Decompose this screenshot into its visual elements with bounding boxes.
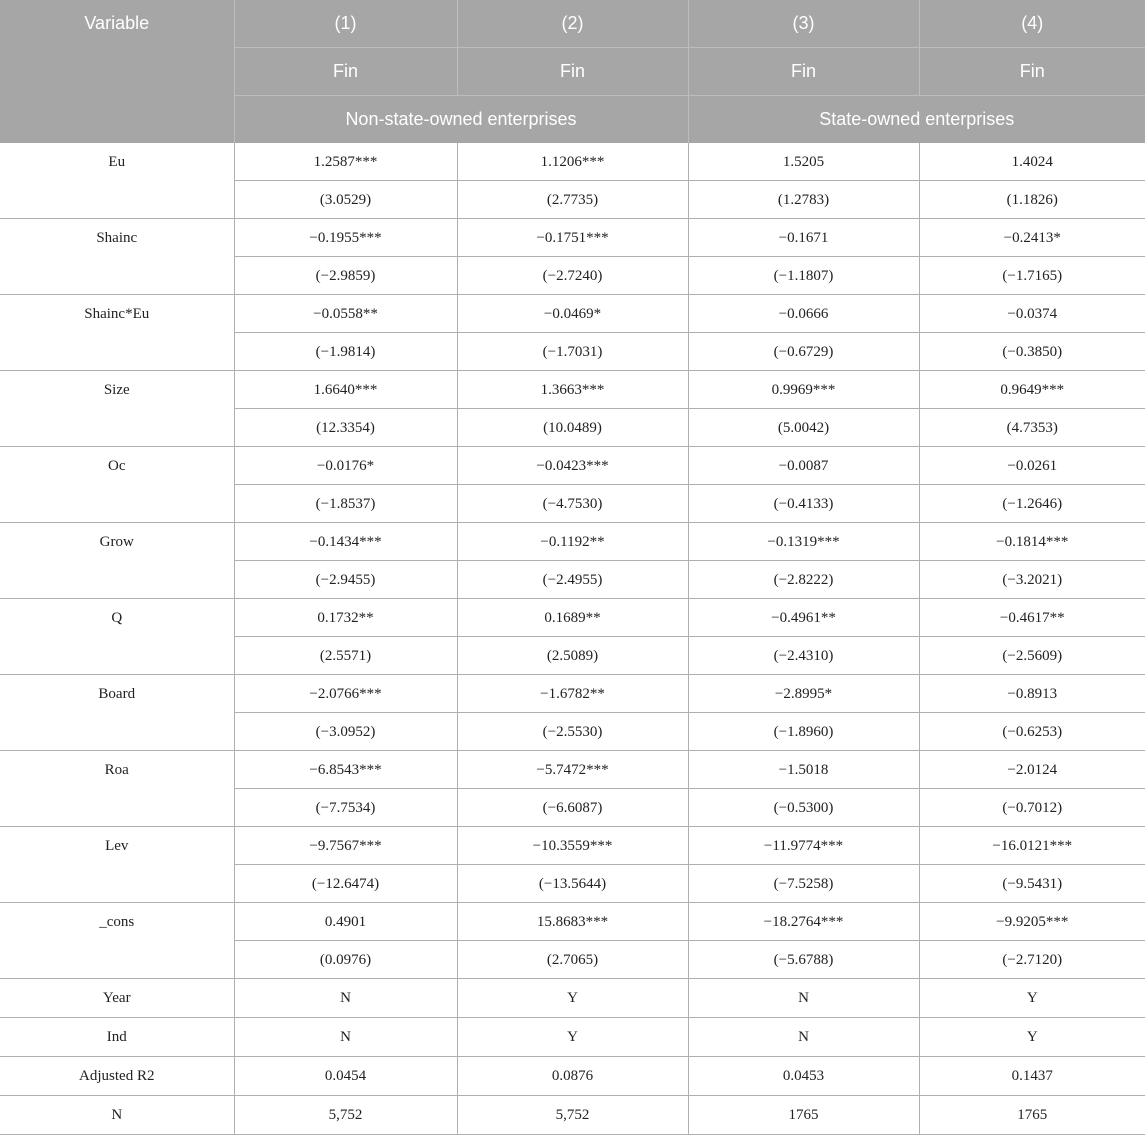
variable-name: Roa bbox=[0, 751, 234, 827]
table-header bbox=[0, 0, 1145, 143]
coefficient-cell: −0.0374 bbox=[919, 295, 1145, 333]
coefficient-cell: 1.6640*** bbox=[234, 371, 457, 409]
t-statistic-cell: (−2.8222) bbox=[688, 561, 919, 599]
table-row bbox=[0, 1057, 1145, 1096]
coefficient-cell: −5.7472*** bbox=[457, 751, 688, 789]
coefficient-cell: −0.4617** bbox=[919, 599, 1145, 637]
value-cell: 5,752 bbox=[457, 1096, 688, 1135]
t-statistic-cell: (−1.8537) bbox=[234, 485, 457, 523]
t-statistic-cell: (−1.8960) bbox=[688, 713, 919, 751]
t-statistic-cell: (−0.6729) bbox=[688, 333, 919, 371]
t-statistic-cell: (2.5571) bbox=[234, 637, 457, 675]
coefficient-cell: 1.5205 bbox=[688, 143, 919, 181]
t-statistic-cell: (−2.4955) bbox=[457, 561, 688, 599]
t-statistic-cell: (2.7065) bbox=[457, 941, 688, 979]
table-row bbox=[0, 979, 1145, 1018]
coefficient-cell: −0.0666 bbox=[688, 295, 919, 333]
t-statistic-cell: (−2.4310) bbox=[688, 637, 919, 675]
t-statistic-cell: (−1.7165) bbox=[919, 257, 1145, 295]
t-statistic-cell: (2.5089) bbox=[457, 637, 688, 675]
coefficient-cell: −16.0121*** bbox=[919, 827, 1145, 865]
coefficient-cell: −2.0124 bbox=[919, 751, 1145, 789]
value-cell: 1765 bbox=[688, 1096, 919, 1135]
table-row bbox=[0, 219, 1145, 257]
t-statistic-cell: (−0.7012) bbox=[919, 789, 1145, 827]
variable-name: N bbox=[0, 1096, 234, 1135]
value-cell: Y bbox=[457, 979, 688, 1018]
t-statistic-cell: (−7.5258) bbox=[688, 865, 919, 903]
t-statistic-cell: (−3.0952) bbox=[234, 713, 457, 751]
t-statistic-cell: (−6.6087) bbox=[457, 789, 688, 827]
variable-name: Size bbox=[0, 371, 234, 447]
coefficient-cell: 0.1732** bbox=[234, 599, 457, 637]
t-statistic-cell: (12.3354) bbox=[234, 409, 457, 447]
table-row bbox=[0, 295, 1145, 333]
variable-name: _cons bbox=[0, 903, 234, 979]
table-row bbox=[0, 1018, 1145, 1057]
column-number-header: (1) bbox=[234, 0, 457, 48]
coefficient-cell: −2.0766*** bbox=[234, 675, 457, 713]
value-cell: N bbox=[688, 1018, 919, 1057]
value-cell: Y bbox=[457, 1018, 688, 1057]
variable-name: Eu bbox=[0, 143, 234, 219]
variable-name: Ind bbox=[0, 1018, 234, 1057]
t-statistic-cell: (−2.9455) bbox=[234, 561, 457, 599]
table-row bbox=[0, 903, 1145, 941]
table-row bbox=[0, 447, 1145, 485]
t-statistic-cell: (−2.9859) bbox=[234, 257, 457, 295]
coefficient-cell: −0.0469* bbox=[457, 295, 688, 333]
t-statistic-cell: (−1.7031) bbox=[457, 333, 688, 371]
t-statistic-cell: (−0.3850) bbox=[919, 333, 1145, 371]
table-row bbox=[0, 827, 1145, 865]
coefficient-cell: −9.9205*** bbox=[919, 903, 1145, 941]
coefficient-cell: −0.0261 bbox=[919, 447, 1145, 485]
coefficient-cell: 0.9649*** bbox=[919, 371, 1145, 409]
table-body bbox=[0, 143, 1145, 1135]
t-statistic-cell: (−7.7534) bbox=[234, 789, 457, 827]
coefficient-cell: −0.1751*** bbox=[457, 219, 688, 257]
variable-name: Adjusted R2 bbox=[0, 1057, 234, 1096]
dependent-variable-header: Fin bbox=[234, 48, 457, 96]
table-row bbox=[0, 143, 1145, 181]
t-statistic-cell: (−9.5431) bbox=[919, 865, 1145, 903]
t-statistic-cell: (0.0976) bbox=[234, 941, 457, 979]
t-statistic-cell: (−12.6474) bbox=[234, 865, 457, 903]
coefficient-cell: −0.1671 bbox=[688, 219, 919, 257]
coefficient-cell: −0.0423*** bbox=[457, 447, 688, 485]
coefficient-cell: 0.9969*** bbox=[688, 371, 919, 409]
coefficient-cell: 1.3663*** bbox=[457, 371, 688, 409]
variable-name: Year bbox=[0, 979, 234, 1018]
variable-header: Variable bbox=[0, 0, 234, 143]
t-statistic-cell: (−0.4133) bbox=[688, 485, 919, 523]
coefficient-cell: −2.8995* bbox=[688, 675, 919, 713]
table-row bbox=[0, 599, 1145, 637]
column-number-header: (2) bbox=[457, 0, 688, 48]
value-cell: N bbox=[234, 1018, 457, 1057]
group-header-soe: State-owned enterprises bbox=[688, 96, 1145, 144]
t-statistic-cell: (3.0529) bbox=[234, 181, 457, 219]
table-row bbox=[0, 1096, 1145, 1135]
column-number-header: (3) bbox=[688, 0, 919, 48]
t-statistic-cell: (−13.5644) bbox=[457, 865, 688, 903]
coefficient-cell: −6.8543*** bbox=[234, 751, 457, 789]
t-statistic-cell: (−2.7240) bbox=[457, 257, 688, 295]
value-cell: Y bbox=[919, 1018, 1145, 1057]
coefficient-cell: 1.4024 bbox=[919, 143, 1145, 181]
value-cell: Y bbox=[919, 979, 1145, 1018]
t-statistic-cell: (−2.5530) bbox=[457, 713, 688, 751]
t-statistic-cell: (1.1826) bbox=[919, 181, 1145, 219]
variable-name: Oc bbox=[0, 447, 234, 523]
t-statistic-cell: (1.2783) bbox=[688, 181, 919, 219]
t-statistic-cell: (5.0042) bbox=[688, 409, 919, 447]
coefficient-cell: −10.3559*** bbox=[457, 827, 688, 865]
coefficient-cell: −0.0176* bbox=[234, 447, 457, 485]
t-statistic-cell: (−1.2646) bbox=[919, 485, 1145, 523]
coefficient-cell: 1.1206*** bbox=[457, 143, 688, 181]
coefficient-cell: 0.1689** bbox=[457, 599, 688, 637]
table-row bbox=[0, 523, 1145, 561]
column-number-header: (4) bbox=[919, 0, 1145, 48]
coefficient-cell: −0.4961** bbox=[688, 599, 919, 637]
coefficient-cell: −1.6782** bbox=[457, 675, 688, 713]
coefficient-cell: −0.0087 bbox=[688, 447, 919, 485]
coefficient-cell: −0.1192** bbox=[457, 523, 688, 561]
coefficient-cell: 1.2587*** bbox=[234, 143, 457, 181]
table-row bbox=[0, 751, 1145, 789]
coefficient-cell: −0.8913 bbox=[919, 675, 1145, 713]
coefficient-cell: −18.2764*** bbox=[688, 903, 919, 941]
coefficient-cell: −9.7567*** bbox=[234, 827, 457, 865]
variable-name: Q bbox=[0, 599, 234, 675]
coefficient-cell: −0.1319*** bbox=[688, 523, 919, 561]
dependent-variable-header: Fin bbox=[688, 48, 919, 96]
t-statistic-cell: (−4.7530) bbox=[457, 485, 688, 523]
value-cell: 5,752 bbox=[234, 1096, 457, 1135]
t-statistic-cell: (−5.6788) bbox=[688, 941, 919, 979]
t-statistic-cell: (−2.5609) bbox=[919, 637, 1145, 675]
group-header-non-soe: Non-state-owned enterprises bbox=[234, 96, 688, 144]
variable-name: Grow bbox=[0, 523, 234, 599]
variable-name: Shainc*Eu bbox=[0, 295, 234, 371]
variable-name: Board bbox=[0, 675, 234, 751]
coefficient-cell: −0.0558** bbox=[234, 295, 457, 333]
value-cell: 0.0454 bbox=[234, 1057, 457, 1096]
t-statistic-cell: (−3.2021) bbox=[919, 561, 1145, 599]
value-cell: 0.0453 bbox=[688, 1057, 919, 1096]
value-cell: 1765 bbox=[919, 1096, 1145, 1135]
table-row bbox=[0, 371, 1145, 409]
dependent-variable-header: Fin bbox=[919, 48, 1145, 96]
dependent-variable-header: Fin bbox=[457, 48, 688, 96]
t-statistic-cell: (−2.7120) bbox=[919, 941, 1145, 979]
t-statistic-cell: (−1.9814) bbox=[234, 333, 457, 371]
t-statistic-cell: (−0.5300) bbox=[688, 789, 919, 827]
t-statistic-cell: (4.7353) bbox=[919, 409, 1145, 447]
coefficient-cell: −0.1955*** bbox=[234, 219, 457, 257]
coefficient-cell: 15.8683*** bbox=[457, 903, 688, 941]
t-statistic-cell: (−1.1807) bbox=[688, 257, 919, 295]
t-statistic-cell: (10.0489) bbox=[457, 409, 688, 447]
variable-name: Shainc bbox=[0, 219, 234, 295]
coefficient-cell: −0.1434*** bbox=[234, 523, 457, 561]
value-cell: N bbox=[688, 979, 919, 1018]
coefficient-cell: −0.2413* bbox=[919, 219, 1145, 257]
t-statistic-cell: (2.7735) bbox=[457, 181, 688, 219]
value-cell: N bbox=[234, 979, 457, 1018]
coefficient-cell: −0.1814*** bbox=[919, 523, 1145, 561]
coefficient-cell: 0.4901 bbox=[234, 903, 457, 941]
value-cell: 0.1437 bbox=[919, 1057, 1145, 1096]
t-statistic-cell: (−0.6253) bbox=[919, 713, 1145, 751]
value-cell: 0.0876 bbox=[457, 1057, 688, 1096]
variable-name: Lev bbox=[0, 827, 234, 903]
table-row bbox=[0, 675, 1145, 713]
coefficient-cell: −1.5018 bbox=[688, 751, 919, 789]
coefficient-cell: −11.9774*** bbox=[688, 827, 919, 865]
